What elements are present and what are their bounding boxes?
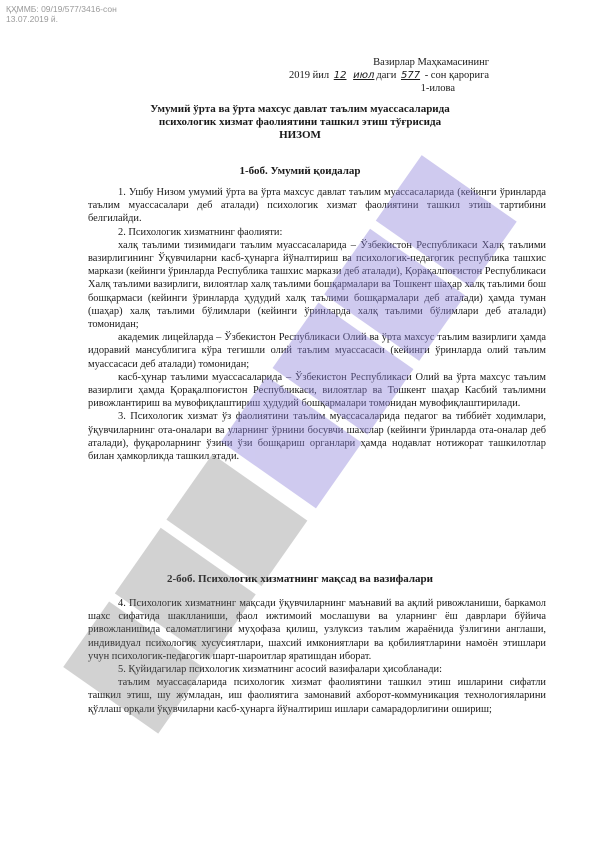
paragraph-2: 2. Психологик хизматнинг фаолияти: <box>118 226 283 238</box>
document-title <box>60 103 540 142</box>
chapter-1-heading: 1-боб. Умумий қоидалар <box>239 165 361 177</box>
paragraph-2a: халқ таълими тизимидаги таълим муассасаларида – Ўзбекистон Республикаси Халқ таълими вазирлигининг Ўқувчиларни касб-ҳунарга йўналтириш ва психологик-педагогик республика ташхис маркази (кейинги ўринларда Республика ташхис маркази деб аталади), Қорақалпоғистон Республикаси Халқ таълими вазирлиги, вилоятлар халқ таълими бошқармалари ва Тошкент шаҳар халқ таълими бош бошқармаси (кейинги ўринларда ҳудудий халқ таълими бошқармалари деб аталади) ҳамда туман (шаҳар) халқ таълими бўлимлари (кейинги ўринларда халқ таълими бўлимлари деб аталади) томонидан; <box>88 239 546 331</box>
stamp-line-2: 13.07.2019 й. <box>6 14 59 24</box>
paragraph-1: 1. Ушбу Низом умумий ўрта ва ўрта махсус давлат таълим муассасаларида (кейинги ўринларда таълим муассасалари деб аталади) психологик хизмат фаолиятини ташкил этиш тартибини белгилайди. <box>88 187 546 225</box>
paragraph-4: 4. Психологик хизматнинг мақсади ўқувчиларнинг маънавий ва ақлий ривожланиши, баркамол шахс сифатида шаклланиши, фаол ижтимоий мослашуви ва уларнинг ёш даврлари бўйича ривожланишида саломатлигини муҳофаза қилиш, узлуксиз таълим жараёнида ўзлигини англаши, индивидуал психологик хусусиятлари, шахсий имкониятлари ва қобилиятларини намоён этишлари учун психологик-педагогик шарт-шароитлар яратишдан иборат. <box>88 598 546 662</box>
approval-day: 12 <box>333 70 347 81</box>
paragraph-2b: академик лицейларда – Ўзбекистон Республикаси Олий ва ўрта махсус таълим вазирлиги ҳамда идоравий мансублигига кўра тегишли олий таълим муассасаси (кейинги ўринларда олий таълим муассасаси деб аталади) томонидан; <box>88 332 546 370</box>
approval-number: 577 <box>400 70 421 81</box>
chapter-2-heading: 2-боб. Психологик хизматнинг мақсад ва вазифалари <box>166 573 434 585</box>
approval-line-1: Вазирлар Маҳкамасининг <box>373 57 489 68</box>
paragraph-5a: таълим муассасаларида психологик хизмат фаолиятини ташкил этиш ишларини сифатли ташкил этиш, шу жумладан, иш фаолиятига замонавий ахборот-коммуникация технологияларини қўллаш орқали ўқувчиларни касб-ҳунарга йўналтириш ишлари самарадорлигини ошириш; <box>88 677 546 715</box>
approval-month: июл <box>353 70 375 81</box>
registration-stamp <box>6 4 117 24</box>
approval-suffix: - сон қарорига <box>424 70 490 81</box>
approval-line-3: 1-илова <box>420 83 455 94</box>
approval-line-2 <box>289 69 489 82</box>
title-line-1: Умумий ўрта ва ўрта махсус давлат таълим муассасаларида <box>150 103 450 115</box>
title-line-2: психологик хизмат фаолиятини ташкил этиш тўғрисида <box>158 116 442 128</box>
chapter-2-body <box>88 597 546 716</box>
approval-year: 2019 йил <box>289 70 330 81</box>
stamp-line-1: ҚҲММБ: 09/19/577/3416-сон <box>6 4 117 14</box>
chapter-1-body <box>88 186 546 463</box>
paragraph-2c: касб-ҳунар таълими муассасаларида – Ўзбекистон Республикаси Олий ва ўрта махсус таълим вазирлиги ҳамда Қорақалпоғистон Республикаси, вилоятлар ва Тошкент шаҳар Касбий таълимни ривожлантириш ва мувофиқлаштириш ҳудудий бошқармалари томонидан мувофиқлаштирилади. <box>88 371 546 410</box>
title-line-3: НИЗОМ <box>279 129 321 141</box>
approval-mid: даги <box>376 70 397 81</box>
paragraph-3: 3. Психологик хизмат ўз фаолиятини таълим муассасаларида педагог ва тиббиёт ходимлари, ўқувчиларнинг ота-оналари ва уларнинг ўрнини босувчи шахслар (кейинги ўринларда ота-оналар деб аталади), фуқароларнинг ўзини ўзи бошқариш органлари ҳамда нодавлат нотижорат ташкилотлар билан ҳамкорликда ташкил этади. <box>88 411 546 463</box>
paragraph-5: 5. Қуйидагилар психологик хизматнинг асосий вазифалари ҳисобланади: <box>118 664 442 676</box>
approval-block <box>289 56 489 95</box>
